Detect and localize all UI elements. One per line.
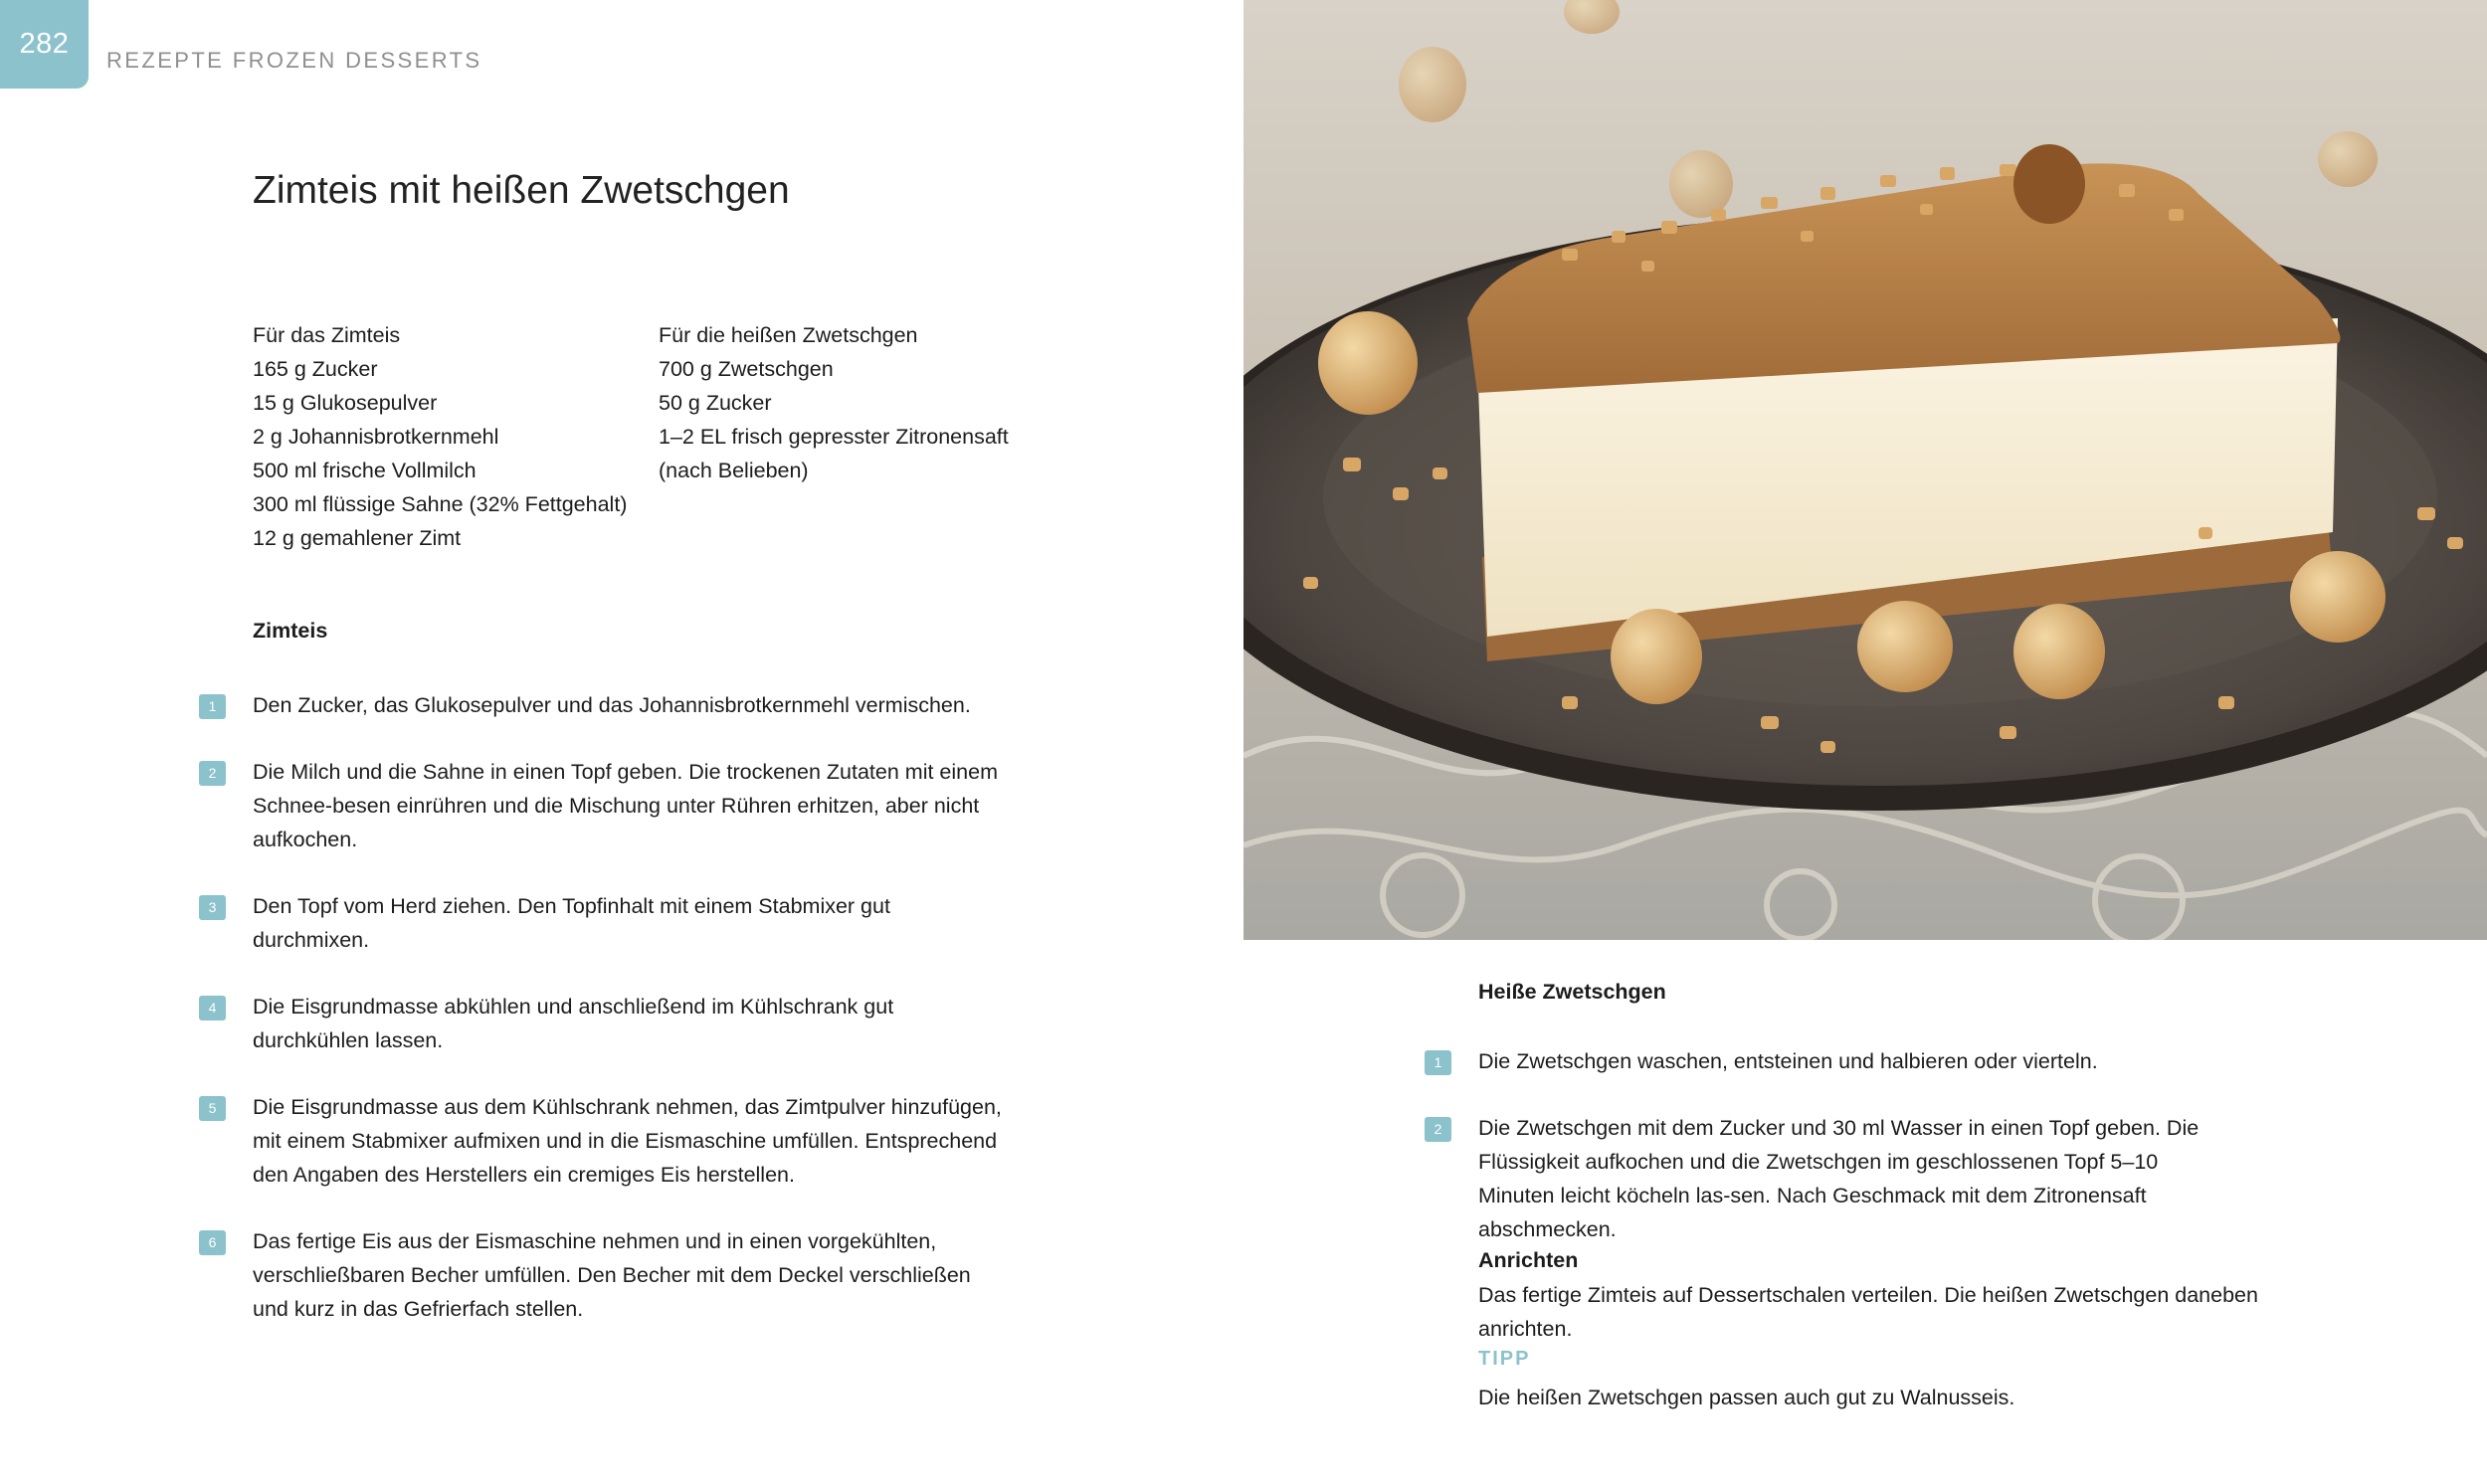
step-item: [208, 755, 1009, 856]
step-number-badge: 2: [1425, 1117, 1451, 1142]
step-text: Die Zwetschgen waschen, entsteinen und halbieren oder vierteln.: [1478, 1049, 2098, 1073]
recipe-title: Zimteis mit heißen Zwetschgen: [253, 169, 790, 212]
zimteis-steps: [208, 688, 1009, 1326]
step-text: Den Zucker, das Glukosepulver und das Johannisbrotkernmehl vermischen.: [253, 693, 971, 717]
zwetschgen-steps: [1434, 1044, 2234, 1246]
step-text: Die Eisgrundmasse aus dem Kühlschrank nehmen, das Zimtpulver hinzufügen, mit einem Stabmixer aufmixen und in die Eismaschine umfüllen. Entsprechend den Angaben des Herstellers ein cremiges Eis herstellen.: [253, 1095, 1002, 1187]
step-item: [208, 688, 1009, 722]
anrichten-heading: Anrichten: [1478, 1248, 1579, 1272]
ingredient-item: 700 g Zwetschgen: [659, 357, 834, 381]
step-text: Die Milch und die Sahne in einen Topf geben. Die trockenen Zutaten mit einem Schnee-besen einrühren und die Mischung unter Rühren erhitzen, aber nicht aufkochen.: [253, 760, 998, 851]
ingredient-item: 500 ml frische Vollmilch: [253, 459, 477, 482]
step-number-badge: 2: [199, 761, 226, 786]
ingredient-item: 300 ml flüssige Sahne (32% Fettgehalt): [253, 492, 628, 516]
page-number-badge: 282: [0, 0, 89, 89]
step-text: Die Zwetschgen mit dem Zucker und 30 ml Wasser in einen Topf geben. Die Flüssigkeit aufkochen und die Zwetschgen im geschlossenen Topf 5–10 Minuten leicht köcheln las-sen. Nach Geschmack mit dem Zitronensaft abschmecken.: [1478, 1116, 2200, 1241]
ingredient-item: 1–2 EL frisch gepresster Zitronensaft: [659, 425, 1009, 449]
ingredient-item: 165 g Zucker: [253, 357, 378, 381]
step-item: [208, 990, 1009, 1057]
section-header: REZEPTE FROZEN DESSERTS: [106, 48, 482, 73]
ingredients-zimteis: [253, 318, 631, 555]
step-number-badge: 6: [199, 1230, 226, 1255]
cake-photo: [1244, 0, 2487, 940]
step-item: [1434, 1111, 2234, 1246]
step-number-badge: 5: [199, 1096, 226, 1121]
ingredient-item: 2 g Johannisbrotkernmehl: [253, 425, 499, 449]
tipp-heading: TIPP: [1478, 1348, 1531, 1370]
step-item: [1434, 1044, 2234, 1078]
step-item: [208, 889, 1009, 957]
ingredients-zimteis-heading: Für das Zimteis: [253, 323, 401, 347]
zwetschgen-heading: Heiße Zwetschgen: [1478, 980, 1666, 1004]
ingredients-zwetschgen: [659, 318, 1056, 487]
step-text: Das fertige Eis aus der Eismaschine nehmen und in einen vorgekühlten, verschließbaren Becher umfüllen. Den Becher mit dem Deckel verschließen und kurz in das Gefrierfach stellen.: [253, 1229, 971, 1321]
step-item: [208, 1224, 1009, 1326]
tipp-text: Die heißen Zwetschgen passen auch gut zu Walnusseis.: [1478, 1386, 2015, 1409]
zimteis-heading: Zimteis: [253, 619, 328, 643]
step-number-badge: 1: [199, 694, 226, 719]
step-text: Die Eisgrundmasse abkühlen und anschließend im Kühlschrank gut durchkühlen lassen.: [253, 995, 894, 1052]
ingredient-item: 15 g Glukosepulver: [253, 391, 438, 415]
ingredient-item: 12 g gemahlener Zimt: [253, 526, 462, 550]
step-item: [208, 1090, 1009, 1192]
step-number-badge: 1: [1425, 1050, 1451, 1075]
anrichten-text: Das fertige Zimteis auf Dessertschalen verteilen. Die heißen Zwetschgen daneben anrichten.: [1478, 1283, 2258, 1341]
ingredient-item: (nach Belieben): [659, 459, 809, 482]
step-number-badge: 4: [199, 996, 226, 1020]
ingredients-zwetschgen-heading: Für die heißen Zwetschgen: [659, 323, 918, 347]
step-number-badge: 3: [199, 895, 226, 920]
step-text: Den Topf vom Herd ziehen. Den Topfinhalt mit einem Stabmixer gut durchmixen.: [253, 894, 890, 952]
ingredient-item: 50 g Zucker: [659, 391, 772, 415]
